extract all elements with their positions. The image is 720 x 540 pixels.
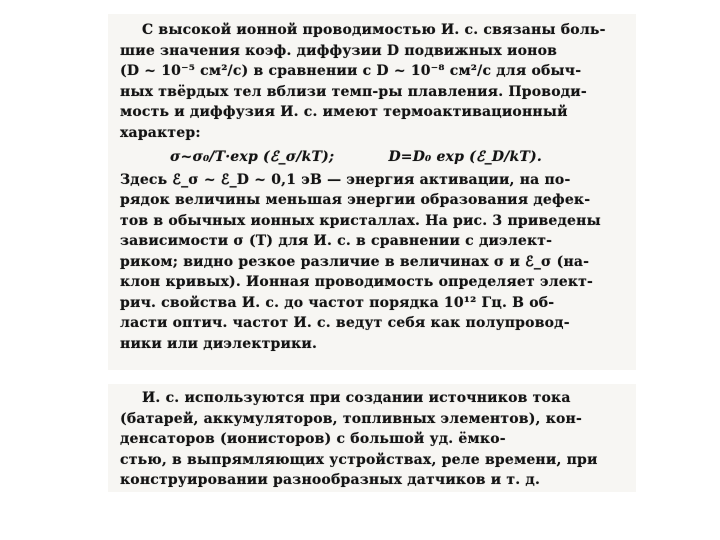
text-line: ласти оптич. частот И. с. ведут себя как полупровод-: [120, 315, 570, 331]
text-line: риком; видно резкое различие в величинах σ и ℰ_σ (на-: [120, 253, 590, 270]
text-block-upper: [108, 14, 636, 370]
text-line: И. с. используются при создании источников тока: [142, 390, 571, 406]
conductivity-formula: σ~σ₀/T·exp (ℰ_σ/kT);: [170, 149, 335, 165]
text-line: клон кривых). Ионная проводимость определяет элект-: [120, 274, 594, 290]
text-line: конструировании разнообразных датчиков и т. д.: [120, 472, 541, 488]
text-line: рич. свойства И. с. до частот порядка 10¹² Гц. В об-: [120, 294, 555, 311]
text-line: (батарей, аккумуляторов, топливных элементов), кон-: [120, 410, 582, 427]
text-line: ники или диэлектрики.: [120, 335, 318, 352]
text-line: характер:: [120, 124, 201, 141]
text-line: стью, в выпрямляющих устройствах, реле времени, при: [120, 451, 598, 468]
formula-line: [120, 147, 622, 168]
text-block-lower: [108, 384, 636, 492]
text-line: Здесь ℰ_σ ~ ℰ_D ~ 0,1 эВ — энергия активации, на по-: [120, 171, 571, 188]
text-line: (D ~ 10⁻⁵ см²/с) в сравнении с D ~ 10⁻⁸ см²/с для обыч-: [120, 63, 582, 79]
text-line: мость и диффузия И. с. имеют термоактивационный: [120, 104, 568, 120]
text-line: денсаторов (ионисторов) с большой уд. ёмко-: [120, 431, 506, 447]
text-line: рядок величины меньшая энергии образования дефек-: [120, 192, 591, 208]
text-line: ных твёрдых тел вблизи темп-ры плавления. Проводи-: [120, 83, 587, 100]
text-line: шие значения коэф. диффузии D подвижных ионов: [120, 42, 558, 59]
text-line: тов в обычных ионных кристаллах. На рис. 3 приведены: [120, 212, 601, 229]
diffusion-formula: D=D₀ exp (ℰ_D/kT).: [388, 149, 542, 165]
text-line: С высокой ионной проводимостью И. с. связаны боль-: [142, 22, 606, 38]
scanned-page: [108, 14, 636, 492]
text-line: зависимости σ (T) для И. с. в сравнении с диэлект-: [120, 233, 553, 249]
